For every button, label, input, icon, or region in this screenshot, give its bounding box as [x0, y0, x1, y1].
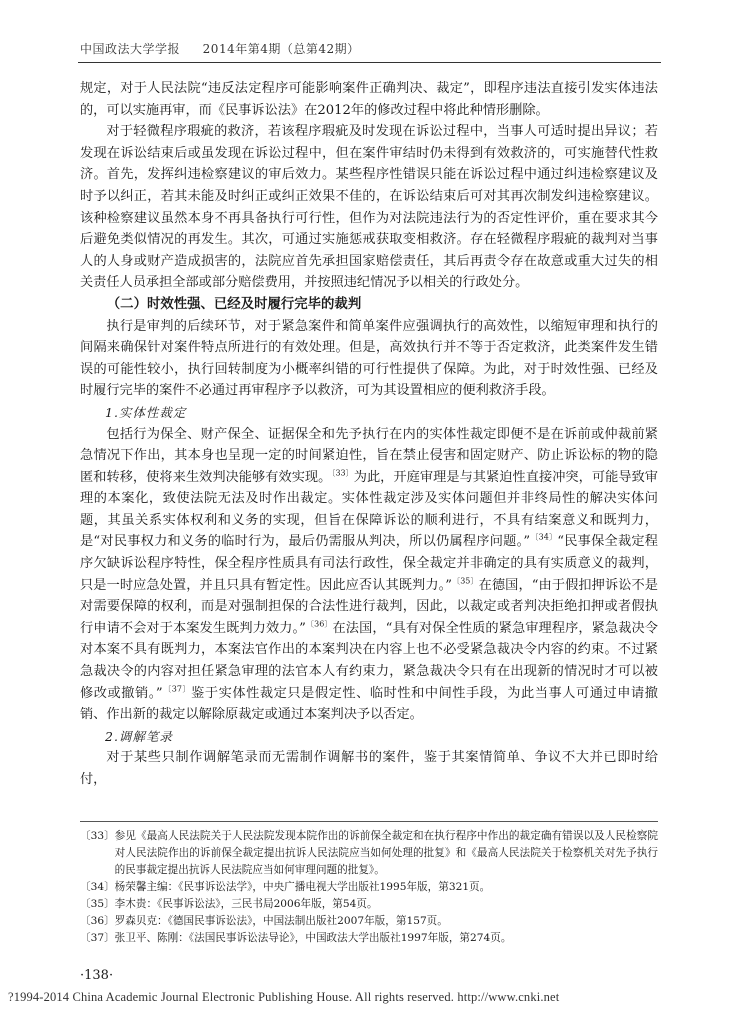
- running-header: [80, 40, 660, 57]
- issue-info: 2014年第4期（总第42期）: [202, 42, 360, 56]
- paragraph-continued: 规定，对于人民法院“违反法定程序可能影响案件正确判决、裁定”，即程序违法直接引发实体违法的，可以实施再审，而《民事诉讼法》在2012年的修改过程中将此种情形删除。: [80, 81, 658, 118]
- footnote-text: 参见《最高人民法院关于人民法院发现本院作出的诉前保全裁定和在执行程序中作出的裁定确有错误以及人民检察院对人民法院作出的诉前保全裁定提出抗诉人民法院应当如何处理的批复》和《最高人民法院关于检察机关对先予执行的民事裁定提出抗诉人民法院应当如何审理问题的批复》。: [114, 830, 658, 876]
- footnote-text: 杨荣馨主编：《民事诉讼法学》，中央广播电视大学出版社1995年版，第321页。: [114, 881, 491, 893]
- footnote-item: [80, 896, 658, 913]
- footnote-item: [80, 913, 658, 930]
- section-heading: （二）时效性强、已经及时履行完毕的裁判: [106, 296, 362, 312]
- paragraph-execution: 执行是审判的后续环节，对于紧急案件和简单案件应强调执行的高效性，以缩短审理和执行的间隔来确保针对案件特点所进行的有效处理。但是，高效执行并不等于否定救济，此类案件发生错误的可能性较小，执行回转制度为小概率纠错的可行性提供了保障。为此，对于时效性强、已经及时履行完毕的案件不必通过再审程序予以救济，可为其设置相应的便利救济手段。: [80, 318, 658, 399]
- subheading-mediation-record: 2.调解笔录: [105, 728, 173, 744]
- journal-name: 中国政法大学学报: [80, 42, 181, 56]
- page-number: ·138·: [80, 968, 114, 983]
- footnote-number: 〔33〕: [80, 830, 115, 842]
- text-segment: 在法国，“具有对保全性质的紧急审理程序，紧急裁决令对本案不具有既判力，本案法官作出的本案判决在内容上也不必受紧急裁决令内容的约束。不过紧急裁决令的内容对担任紧急审理的法官本人有约束力，紧急裁决令只有在出现新的情况时才可以被修改或撤销。”: [80, 620, 658, 701]
- footnote-text: 张卫平、陈刚：《法国民事诉讼法导论》，中国政法大学出版社1997年版，第274页。: [114, 932, 512, 944]
- footnote-ref-34[interactable]: 〔34〕: [530, 533, 558, 543]
- footnote-number: 〔35〕: [80, 898, 115, 910]
- text-segment: “民事保全裁定程序欠缺诉讼程序特性，保全程序性质具有司法行政性，保全裁定并非确定的具有实质意义的裁判，只是一时应急处置，并且只具有暂定性。因此应否认其既判力。”: [80, 534, 658, 593]
- footnotes: [80, 828, 658, 947]
- footnote-ref-36[interactable]: 〔36〕: [305, 619, 333, 629]
- footnote-number: 〔37〕: [80, 932, 115, 944]
- paragraph-mediation-record: 对于某些只制作调解笔录而无需制作调解书的案件，鉴于其案情简单、争议不大并已即时给付，: [80, 750, 658, 787]
- footnote-ref-35[interactable]: 〔35〕: [452, 576, 479, 586]
- header-rule: [78, 62, 661, 63]
- footnote-number: 〔36〕: [80, 915, 115, 927]
- text-segment: 包括行为保全、财产保全、证据保全和先予执行在内的实体性裁定即便不是在诉前或仲裁前紧急情况下作出，其本身也呈现一定的时间紧迫性，旨在禁止侵害和固定财产、防止诉讼标的物的隐匿和转移，使将来生效判决能够有效实现。: [80, 426, 658, 485]
- footnote-item: [80, 930, 658, 947]
- copyright-notice: ?1994-2014 China Academic Journal Electronic Publishing House. All rights reserved. http://www.cnki.net: [8, 990, 560, 1004]
- paragraph-remedy: 对于轻微程序瑕疵的救济，若该程序瑕疵及时发现在诉讼过程中，当事人可适时提出异议；若发现在诉讼结束后或虽发现在诉讼过程中，但在案件审结时仍未得到有效救济的，可实施替代性救济。首先，发挥纠违检察建议的审后效力。某些程序性错误只能在诉讼过程中通过纠违检察建议及时予以纠正，若其未能及时纠正或纠正效果不佳的，在诉讼结束后可对其再次制发纠违检察建议。该种检察建议虽然本身不再具备执行可行性，但作为对法院违法行为的否定性评价，重在要求其今后避免类似情况的再发生。其次，可通过实施惩戒获取变相救济。存在轻微程序瑕疵的裁判对当事人的人身或财产造成损害的，法院应首先承担国家赔偿责任，其后再责令存在故意或重大过失的相关责任人员承担全部或部分赔偿费用，并按照违纪情况予以相关的行政处分。: [80, 124, 658, 291]
- footnote-item: [80, 879, 658, 896]
- footnote-text: 李木贵：《民事诉讼法》，三民书局2006年版，第54页。: [114, 898, 378, 910]
- footnote-rule: [80, 821, 658, 822]
- footnote-text: 罗森贝克：《德国民事诉讼法》，中国法制出版社2007年版，第157页。: [114, 915, 448, 927]
- footnote-ref-33[interactable]: 〔33〕: [331, 468, 354, 478]
- footnote-item: [80, 828, 658, 879]
- text-segment: 鉴于实体性裁定只是假定性、临时性和中间性手段，为此当事人可通过申请撤销、作出新的裁定以解除原裁定或通过本案判决予以否定。: [80, 685, 658, 723]
- footnote-ref-37[interactable]: 〔37〕: [162, 684, 192, 694]
- footnote-number: 〔34〕: [80, 881, 115, 893]
- text-segment: 为此，开庭审理是与其紧迫性直接冲突，可能导致审理的本案化，致使法院无法及时作出裁定。实体性裁定涉及实体问题但并非终局性的解决实体问题，其虽关系实体权利和义务的实现，但旨在保障诉讼的顺利进行，不具有结案意义和既判力，是“对民事权力和义务的临时行为，最后仍需服从判决，所以仍属程序问题。”: [80, 469, 658, 550]
- paragraph-substantive-ruling: [80, 424, 658, 726]
- subheading-substantive-ruling: 1.实体性裁定: [105, 404, 187, 420]
- text-segment: 在德国，“由于假扣押诉讼不是对需要保障的权利，而是对强制担保的合法性进行裁判，因此，以裁定或者判决拒绝扣押或者假执行申请不会对于本案发生既判力效力。”: [80, 577, 658, 636]
- article-body: [80, 78, 658, 791]
